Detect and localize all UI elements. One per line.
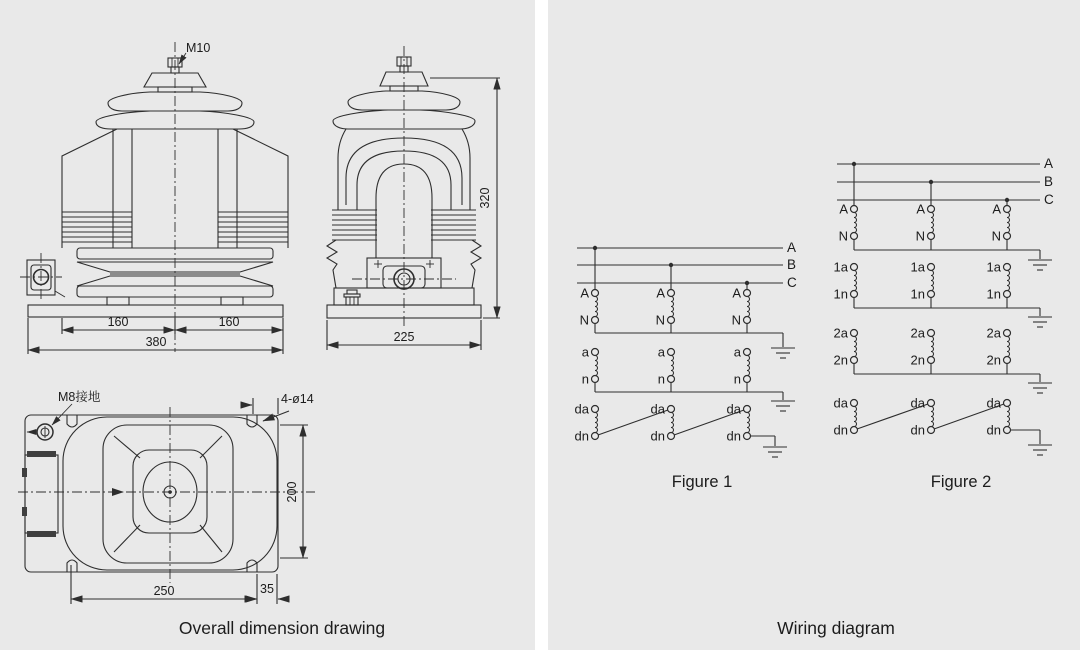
fig1-wires	[595, 248, 783, 446]
fig2-bus-lines	[837, 164, 1040, 200]
bus-label: C	[787, 275, 797, 290]
bus-label: B	[787, 257, 797, 272]
terminal-label: N	[991, 228, 1001, 244]
terminal-label: 2n	[833, 352, 848, 368]
terminal-label: da	[910, 395, 925, 411]
terminal-label: 1n	[986, 286, 1001, 302]
terminal-label: da	[833, 395, 848, 411]
terminal-label: N	[838, 228, 848, 244]
terminal-label: a	[581, 344, 589, 360]
terminal-label: dn	[726, 428, 741, 444]
dimension-label: 35	[260, 582, 274, 596]
terminal-label: A	[916, 201, 925, 217]
terminal-label: dn	[910, 422, 925, 438]
wiring-diagram-svg	[548, 0, 1080, 650]
terminal-label: da	[574, 401, 589, 417]
bottom-dimensions	[71, 425, 308, 604]
terminal-label: 2n	[910, 352, 925, 368]
figure2-caption: Figure 2	[930, 473, 992, 491]
dimension-label: 160	[107, 315, 129, 329]
bus-label: A	[787, 240, 797, 255]
ground-icon	[1028, 317, 1052, 327]
dimension-label: 250	[153, 584, 175, 598]
wiring-figure-2	[834, 156, 1054, 491]
terminal-label: A	[656, 285, 665, 301]
terminal-label: a	[657, 344, 665, 360]
terminal-label: 2a	[910, 325, 925, 341]
bus-label: B	[1044, 174, 1054, 189]
terminal-label: N	[731, 312, 741, 328]
terminal-label: A	[992, 201, 1001, 217]
dimension-label: 225	[393, 330, 415, 344]
terminal-label: A	[839, 201, 848, 217]
terminal-label: n	[657, 371, 665, 387]
holes-label: 4-ø14	[281, 392, 314, 406]
terminal-label: 1n	[910, 286, 925, 302]
ground-icon	[771, 348, 795, 358]
terminal-label: a	[733, 344, 741, 360]
bottom-left-block	[22, 451, 58, 537]
ground-icon	[1028, 383, 1052, 393]
mounting-slots	[67, 415, 257, 572]
bus-label: C	[1044, 192, 1054, 207]
terminal-label: A	[732, 285, 741, 301]
ground-icon	[1028, 445, 1052, 455]
terminal-label: da	[726, 401, 741, 417]
terminal-label: da	[650, 401, 665, 417]
front-view-drawing	[20, 41, 288, 354]
dimension-label: 200	[285, 481, 299, 503]
terminal-labels	[834, 202, 1002, 438]
dimension-label: 320	[478, 187, 492, 209]
dimension-label: 160	[218, 315, 240, 329]
terminal-label: n	[581, 371, 589, 387]
bus-label: A	[1044, 156, 1054, 171]
terminal-label: 2n	[986, 352, 1001, 368]
dimension-label: 380	[145, 335, 167, 349]
bottom-view-drawing	[18, 389, 315, 604]
ground-icon	[771, 401, 795, 411]
wiring-figure-1	[575, 240, 797, 491]
terminal-label: dn	[574, 428, 589, 444]
terminal-label: dn	[986, 422, 1001, 438]
terminal-box	[20, 253, 65, 301]
bolt-size-label: M10	[186, 41, 211, 55]
ground-terminal-label: M8接地	[58, 390, 101, 404]
ground-icon	[763, 447, 787, 457]
front-lower-discs	[28, 248, 283, 317]
terminal-label: N	[655, 312, 665, 328]
terminal-label: dn	[833, 422, 848, 438]
terminal-label: 1a	[986, 259, 1001, 275]
terminal-label: n	[733, 371, 741, 387]
ground-icon	[1028, 260, 1052, 270]
ground-bolt-icon	[27, 424, 53, 440]
terminal-label: N	[915, 228, 925, 244]
fig2-wires	[854, 164, 1040, 444]
wiring-diagram-panel	[548, 0, 1080, 650]
terminal-label: 1a	[910, 259, 925, 275]
front-dimensions	[28, 315, 283, 354]
right-panel-caption: Wiring diagram	[777, 618, 895, 638]
terminal-label: 1a	[833, 259, 848, 275]
terminal-label: 2a	[833, 325, 848, 341]
terminal-label: A	[580, 285, 589, 301]
terminal-label: N	[579, 312, 589, 328]
bottom-diagonals	[114, 436, 222, 552]
side-view-drawing	[327, 46, 500, 350]
terminal-label: dn	[650, 428, 665, 444]
coil-icon	[854, 213, 1010, 427]
centerline-arrow-icon	[112, 488, 124, 496]
terminal-label: 1n	[833, 286, 848, 302]
side-ground-bolt-icon	[344, 290, 360, 305]
figure1-caption: Figure 1	[671, 473, 733, 491]
dimension-drawing-panel	[0, 0, 535, 650]
terminal-label: 2a	[986, 325, 1001, 341]
fig1-bus-lines	[577, 248, 783, 283]
left-panel-caption: Overall dimension drawing	[178, 618, 386, 638]
dimension-drawing-svg	[0, 0, 535, 650]
terminal-label: da	[986, 395, 1001, 411]
